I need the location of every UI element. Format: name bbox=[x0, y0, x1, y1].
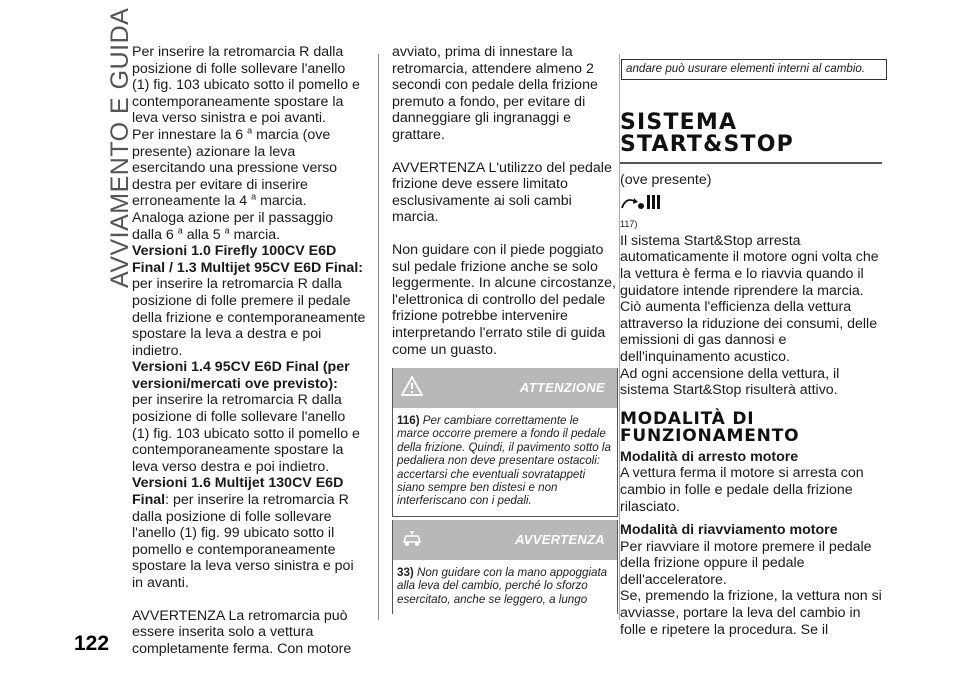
inline-heading: Versioni 1.0 Firefly 100CV E6D Final / 1.3 Multijet 95CV E6D Final: bbox=[132, 243, 363, 276]
paragraph: AVVERTENZA L'utilizzo del pedale frizione deve essere limitato esclusivamente ai soli cambi marcia. bbox=[392, 159, 612, 226]
paragraph: Per riavviare il motore premere il pedale della frizione oppure il pedale dell'acceleratore. bbox=[620, 538, 872, 588]
paragraph: Analoga azione per il passaggio dalla 6 $^a$ alla 5 $^a$ marcia. bbox=[132, 209, 334, 243]
availability-note: (ove presente) bbox=[620, 172, 712, 188]
subsection-heading: Modalità di riavviamento motore bbox=[620, 522, 838, 539]
attention-box-title: ATTENZIONE bbox=[519, 380, 605, 395]
column-divider bbox=[378, 54, 379, 620]
reference-icon-row bbox=[620, 192, 882, 217]
subsection-title: MODALITÀ DI FUNZIONAMENTO bbox=[620, 408, 800, 446]
column-1 bbox=[132, 44, 366, 657]
column-2 bbox=[392, 44, 618, 358]
warning-box-title: AVVERTENZA bbox=[515, 532, 605, 547]
paragraph: Se, premendo la frizione, la vettura non si avviasse, portare la leva del cambio in folle e ripetere la procedura. Se il bbox=[620, 588, 882, 638]
warning-box-body: 33) Non guidare con la mano appoggiata alla leva del cambio, perché lo sforzo esercitato, anche se leggero, a lungo bbox=[397, 566, 608, 606]
paragraph: AVVERTENZA La retromarcia può essere inserita solo a vettura completamente ferma. Con motore bbox=[132, 607, 352, 657]
paragraph: avviato, prima di innestare la retromarcia, attendere almeno 2 secondi con pedale della frizione premuto a fondo, per evitare di danneggiare gli ingranaggi e grattare. bbox=[392, 44, 598, 143]
chapter-side-title-text: AVVIAMENTO E GUIDA bbox=[106, 7, 134, 288]
chapter-side-title bbox=[78, 7, 134, 288]
start-stop-icon bbox=[620, 192, 664, 217]
note-number: 33) bbox=[397, 566, 414, 579]
inline-heading: Versioni 1.6 Multijet 130CV E6D Final bbox=[132, 475, 344, 509]
car-service-icon bbox=[401, 528, 423, 553]
subsection-heading: Modalità di arresto motore bbox=[620, 448, 799, 465]
paragraph: per inserire la retromarcia R dalla posizione di folle sollevare l'anello (1) fig. 103 ubicato sotto il pomello e contemporaneamente spostare la leva verso destra e poi indietro. bbox=[132, 392, 360, 475]
column-3 bbox=[620, 112, 882, 638]
paragraph: A vettura ferma il motore si arresta con cambio in folle e pedale della frizione rilasciato. bbox=[620, 465, 864, 515]
paragraph: Versioni 1.0 Firefly 100CV E6D Final / 1.3 Multijet 95CV E6D Final: per inserire la retromarcia R dalla posizione di folle premere il pedale della frizione e contemporaneamente spostare la leva a destra e poi indietro. bbox=[132, 243, 366, 359]
section-rule bbox=[620, 162, 882, 164]
paragraph: Per inserire la retromarcia R dalla posizione di folle sollevare l'anello (1) fig. 103 ubicato sotto il pomello e contemporaneamente spostare la leva verso sinistra e poi avanti. bbox=[132, 44, 360, 127]
paragraph: Ad ogni accensione della vettura, il sistema Start&Stop risulterà attivo. bbox=[620, 365, 840, 399]
attention-box bbox=[392, 368, 618, 517]
attention-box-body: 116) Per cambiare correttamente le marce occorre premere a fondo il pedale della frizione. Quindi, il pavimento sotto la pedaliera non deve presentare ostacoli: accertarsi che eventuali sovratappeti siano sempre ben distesi e non interferiscano con i pedali. bbox=[397, 414, 611, 508]
paragraph: Ciò aumenta l'efficienza della vettura attraverso la riduzione dei consumi, delle emissioni di gas dannosi e dell'inquinamento acustico. bbox=[620, 299, 878, 365]
section-title: SISTEMA START&STOP bbox=[620, 110, 794, 157]
warning-triangle-icon bbox=[401, 376, 423, 401]
inline-heading: Versioni 1.4 95CV E6D Final (per versioni/mercati ove previsto): bbox=[132, 359, 350, 392]
paragraph: Per innestare la 6 $^a$ marcia (ove presente) azionare la leva esercitando una pressione verso destra per evitare di inserire erroneamente la 4 $^a$ marcia. bbox=[132, 125, 338, 210]
warning-box-header bbox=[393, 520, 617, 560]
continued-note-box: andare può usurare elementi interni al cambio. bbox=[621, 59, 887, 80]
attention-box-header bbox=[393, 368, 617, 408]
paragraph: Versioni 1.6 Multijet 130CV E6D Final: per inserire la retromarcia R dalla posizione di folle sollevare l'anello (1) fig. 99 ubicato sotto il pomello e contemporaneamente spostare la leva verso sinistra e poi in avanti. bbox=[132, 475, 354, 591]
page-number: 122 bbox=[74, 632, 110, 655]
paragraph: Non guidare con il piede poggiato sul pedale frizione anche se solo leggermente. In alcune circostanze, l'elettronica di controllo del pedale frizione potrebbe intervenire interpretando l'errato stile di guida come un guasto. bbox=[392, 241, 616, 358]
warning-box bbox=[392, 520, 618, 614]
paragraph: Il sistema Start&Stop arresta automaticamente il motore ogni volta che la vettura è ferma e lo riavvia quando il guidatore intende riprendere la marcia. bbox=[620, 232, 879, 299]
note-number: 116) bbox=[397, 414, 420, 427]
reference-number: 117) bbox=[620, 219, 638, 230]
